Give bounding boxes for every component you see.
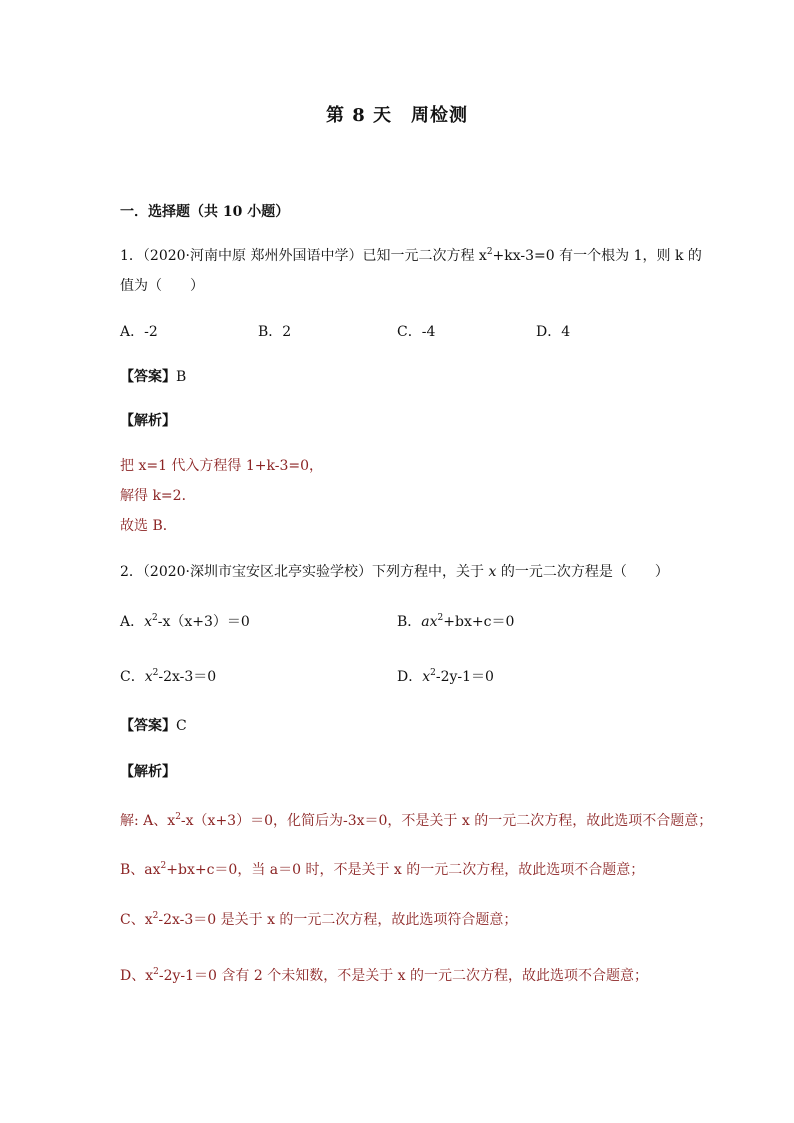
section-heading: 一．选择题（共 10 小题） [120,204,290,220]
answer-value: B [176,369,187,385]
option-term: x [144,614,153,630]
q1-option-a: A．-2 [120,324,158,340]
option-term: +bx+c＝0 [443,614,515,630]
q2-option-d [397,667,494,687]
exponent: 2 [437,613,444,623]
question-source: （2020·深圳市宝安区北亭实验学校） [142,564,373,580]
exponent: 2 [175,812,181,822]
question-source: （2020·河南中原 郑州外国语中学） [142,248,363,264]
q1-option-b: B．2 [258,324,292,340]
exponent: 2 [160,861,167,871]
solution-text: -2y-1＝0 含有 2 个未知数，不是关于 x 的一元二次方程，故此选项不合题意； [158,968,649,984]
q1-analysis-line-2: 解得 k=2． [120,488,196,504]
question-number: 1． [120,248,143,264]
q1-analysis-label: 【解析】 [120,413,176,429]
option-term: -2y-1＝0 [435,669,494,685]
option-term: -x（x+3）＝0 [157,614,250,630]
option-label: C． [120,669,145,685]
page-title: 第 8 天 周检测 [325,105,469,126]
q2-solution-c [120,910,517,930]
exponent: 2 [152,911,159,921]
stem-text: 下列方程中，关于 [372,564,489,580]
q1-option-c: C．-4 [397,324,436,340]
exponent: 2 [152,668,159,678]
option-term: x [144,669,153,685]
solution-text: x [167,813,176,829]
q2-analysis-label: 【解析】 [120,764,176,780]
q1-option-d: D．4 [536,324,571,340]
question-1-stem-line2: 值为（ ） [120,278,204,294]
q2-solution-a [120,811,712,831]
stem-text: 的一元二次方程是（ ） [496,564,669,580]
solution-text: -x（x+3）＝0，化简后为-3x＝0，不是关于 x 的一元二次方程，故此选项不合题意； [180,813,713,829]
q2-solution-d [120,966,648,986]
option-label: B． [397,614,422,630]
solution-text: C、x [120,912,153,928]
q2-option-c [120,667,216,687]
stem-text: +kx-3=0 有一个根为 1，则 k 的 [492,248,702,264]
stem-text: 已知一元二次方程 x [362,248,487,264]
option-term: x [422,669,431,685]
exponent: 2 [152,613,158,623]
exponent: 2 [486,247,493,257]
variable: x [488,564,497,580]
exponent: 2 [153,967,159,977]
question-2-stem [120,562,669,582]
q1-analysis-line-1: 把 x=1 代入方程得 1+k-3=0， [120,458,324,474]
q1-answer [120,367,186,387]
answer-value: C [176,718,187,734]
option-term: ax [421,614,438,630]
solution-text: 解: A、 [120,813,168,829]
option-label: A． [120,614,145,630]
q2-answer [120,716,187,736]
answer-label: 【答案】 [120,369,176,385]
option-label: D． [397,669,423,685]
solution-text: D、x [120,968,154,984]
answer-label: 【答案】 [120,718,176,734]
solution-text: -2x-3＝0 是关于 x 的一元二次方程，故此选项符合题意； [158,912,518,928]
exponent: 2 [430,668,436,678]
question-number: 2． [120,564,143,580]
q2-option-a [120,612,250,632]
q2-option-b [397,612,514,632]
solution-text: B、ax [120,862,161,878]
q1-analysis-line-3: 故选 B． [120,518,177,534]
question-1-stem [120,246,702,266]
option-term: -2x-3＝0 [158,669,217,685]
q2-solution-b [120,860,644,880]
solution-text: +bx+c＝0，当 a＝0 时，不是关于 x 的一元二次方程，故此选项不合题意； [166,862,645,878]
